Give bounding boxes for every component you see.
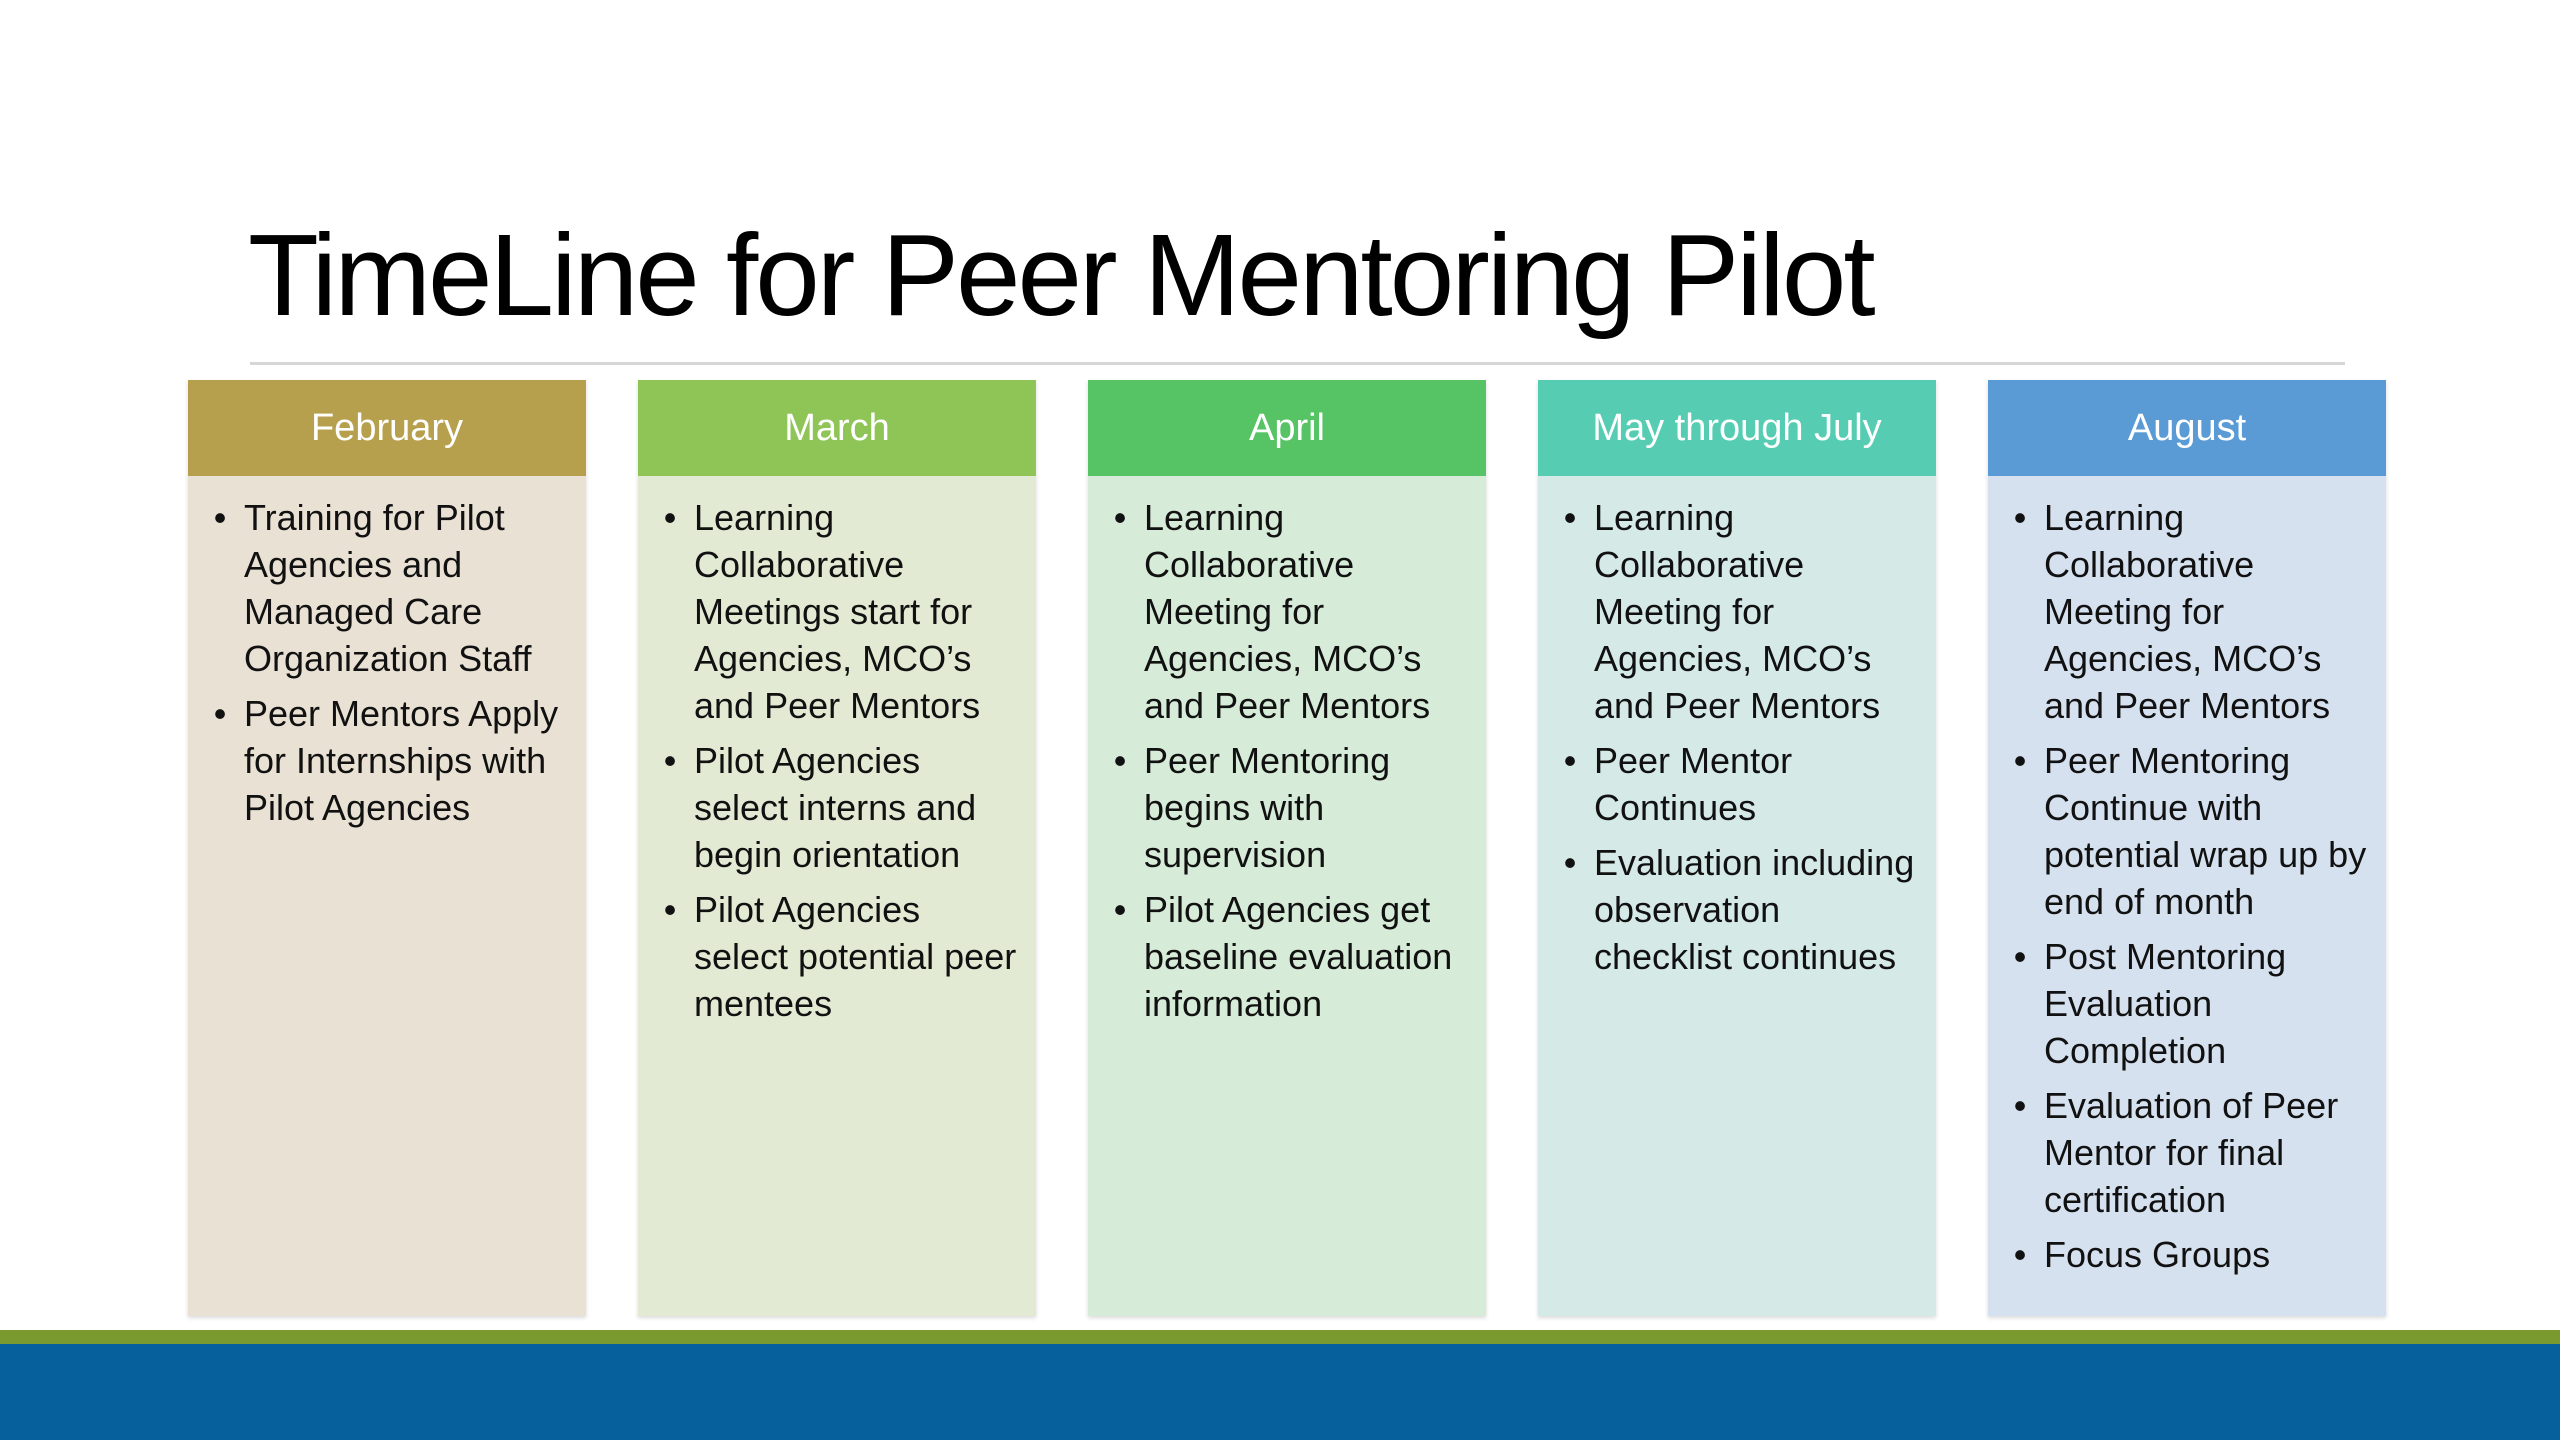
column-header: April bbox=[1088, 380, 1486, 476]
bullet-icon: • bbox=[1563, 497, 1577, 538]
list-item bbox=[652, 494, 1018, 729]
list-item-text: Peer Mentors Apply for Internships with Pilot Agencies bbox=[244, 693, 559, 828]
list-item-text: Training for Pilot Agencies and Managed Care Organization Staff bbox=[244, 497, 532, 679]
list-item-text: Peer Mentoring begins with supervision bbox=[1144, 740, 1391, 875]
column-header: February bbox=[188, 380, 586, 476]
bullet-icon: • bbox=[213, 497, 227, 538]
list-item bbox=[202, 494, 568, 682]
list-item-text: Post Mentoring Evaluation Completion bbox=[2044, 936, 2287, 1071]
bullet-icon: • bbox=[1113, 889, 1127, 930]
bullet-icon: • bbox=[663, 740, 677, 781]
list-item bbox=[2002, 737, 2368, 925]
timeline-column-august bbox=[1988, 380, 2386, 1316]
column-body bbox=[1538, 476, 1936, 1316]
bullet-icon: • bbox=[2013, 497, 2027, 538]
bullet-icon: • bbox=[1113, 497, 1127, 538]
list-item bbox=[2002, 933, 2368, 1074]
list-item-text: Evaluation including observation checklist continues bbox=[1594, 842, 1915, 977]
bullet-icon: • bbox=[1563, 842, 1577, 883]
column-header: May through July bbox=[1538, 380, 1936, 476]
column-header: August bbox=[1988, 380, 2386, 476]
list-item bbox=[1552, 494, 1918, 729]
timeline-column-february bbox=[188, 380, 586, 1316]
bullet-icon: • bbox=[2013, 1234, 2027, 1275]
bullet-icon: • bbox=[1113, 740, 1127, 781]
list-item bbox=[1102, 737, 1468, 878]
timeline-column-may-through-july bbox=[1538, 380, 1936, 1316]
list-item-text: Pilot Agencies get baseline evaluation information bbox=[1144, 889, 1453, 1024]
list-item-text: Pilot Agencies select potential peer mentees bbox=[694, 889, 1017, 1024]
list-item-text: Pilot Agencies select interns and begin orientation bbox=[694, 740, 977, 875]
bullet-icon: • bbox=[663, 497, 677, 538]
bullet-icon: • bbox=[2013, 936, 2027, 977]
list-item bbox=[2002, 494, 2368, 729]
list-item bbox=[1102, 494, 1468, 729]
column-body bbox=[188, 476, 586, 1316]
bullet-list bbox=[652, 494, 1018, 1027]
bullet-icon: • bbox=[2013, 740, 2027, 781]
list-item bbox=[2002, 1231, 2368, 1278]
bullet-list bbox=[1552, 494, 1918, 980]
bullet-icon: • bbox=[2013, 1085, 2027, 1126]
list-item-text: Learning Collaborative Meeting for Agencies, MCO’s and Peer Mentors bbox=[1594, 497, 1881, 726]
list-item-text: Learning Collaborative Meeting for Agencies, MCO’s and Peer Mentors bbox=[2044, 497, 2331, 726]
timeline-columns bbox=[188, 380, 2384, 1316]
slide-title: TimeLine for Peer Mentoring Pilot bbox=[248, 210, 1873, 340]
list-item-text: Evaluation of Peer Mentor for final certification bbox=[2044, 1085, 2339, 1220]
column-body bbox=[638, 476, 1036, 1316]
list-item-text: Focus Groups bbox=[2044, 1234, 2271, 1275]
bullet-list bbox=[2002, 494, 2368, 1278]
title-divider bbox=[250, 362, 2345, 365]
list-item bbox=[2002, 1082, 2368, 1223]
list-item bbox=[1102, 886, 1468, 1027]
timeline-column-april bbox=[1088, 380, 1486, 1316]
footer-band bbox=[0, 1344, 2560, 1440]
column-body bbox=[1988, 476, 2386, 1316]
list-item-text: Learning Collaborative Meetings start for Agencies, MCO’s and Peer Mentors bbox=[694, 497, 981, 726]
column-body bbox=[1088, 476, 1486, 1316]
list-item bbox=[652, 737, 1018, 878]
list-item bbox=[202, 690, 568, 831]
footer-accent-stripe bbox=[0, 1330, 2560, 1344]
list-item-text: Peer Mentor Continues bbox=[1594, 740, 1793, 828]
list-item-text: Peer Mentoring Continue with potential wrap up by end of month bbox=[2044, 740, 2367, 922]
list-item bbox=[652, 886, 1018, 1027]
bullet-list bbox=[1102, 494, 1468, 1027]
list-item-text: Learning Collaborative Meeting for Agencies, MCO’s and Peer Mentors bbox=[1144, 497, 1431, 726]
bullet-icon: • bbox=[1563, 740, 1577, 781]
bullet-icon: • bbox=[663, 889, 677, 930]
column-header: March bbox=[638, 380, 1036, 476]
bullet-list bbox=[202, 494, 568, 831]
bullet-icon: • bbox=[213, 693, 227, 734]
list-item bbox=[1552, 839, 1918, 980]
timeline-column-march bbox=[638, 380, 1036, 1316]
list-item bbox=[1552, 737, 1918, 831]
